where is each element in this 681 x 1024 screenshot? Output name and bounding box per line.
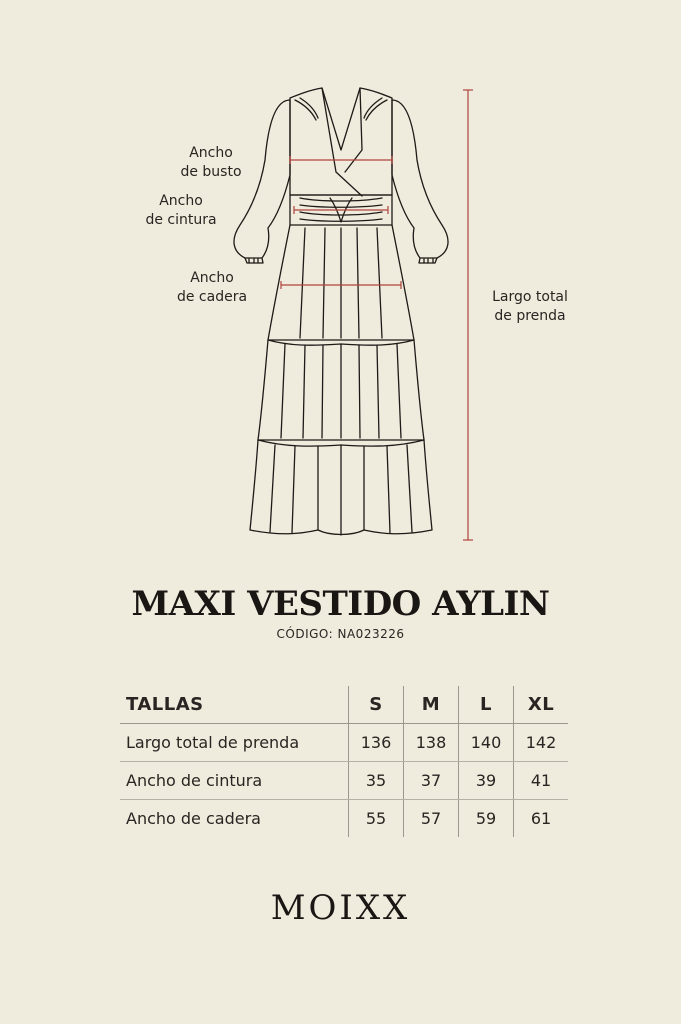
table-row (120, 762, 568, 800)
cell-value: 57 (404, 800, 459, 838)
bodice (290, 88, 392, 195)
cell-value: 39 (459, 762, 514, 800)
table-header-row (120, 686, 568, 724)
size-table (120, 686, 568, 837)
cell-value: 136 (349, 724, 404, 762)
cell-value: 35 (349, 762, 404, 800)
right-sleeve (392, 100, 448, 258)
row-label: Ancho de cintura (120, 762, 349, 800)
row-label: Largo total de prenda (120, 724, 349, 762)
cell-value: 59 (459, 800, 514, 838)
row-label: Ancho de cadera (126, 809, 261, 828)
label-waist: Ancho de cintura (145, 193, 217, 228)
cell-value: 140 (459, 724, 514, 762)
cell-value: 61 (514, 800, 569, 838)
label-bust: Ancho de busto (180, 145, 242, 180)
header-tallas: TALLAS (120, 686, 349, 724)
header-size-s: S (349, 686, 404, 724)
cell-value: 142 (514, 724, 569, 762)
product-title: MAXI VESTIDO AYLIN (131, 584, 550, 624)
product-code: CÓDIGO: NA023226 (276, 627, 405, 641)
cell-value: 55 (349, 800, 404, 838)
cell-value: 41 (514, 762, 569, 800)
brand-logo: MOIXX (270, 888, 411, 928)
header-size-xl: XL (514, 686, 569, 724)
header-size-l: L (459, 686, 514, 724)
cell-value: 138 (404, 724, 459, 762)
header-size-m: M (404, 686, 459, 724)
label-length: Largo total de prenda (492, 289, 568, 324)
table-row (120, 800, 568, 838)
cell-value: 37 (404, 762, 459, 800)
table-row (120, 724, 568, 762)
label-hip: Ancho de cadera (176, 270, 248, 305)
